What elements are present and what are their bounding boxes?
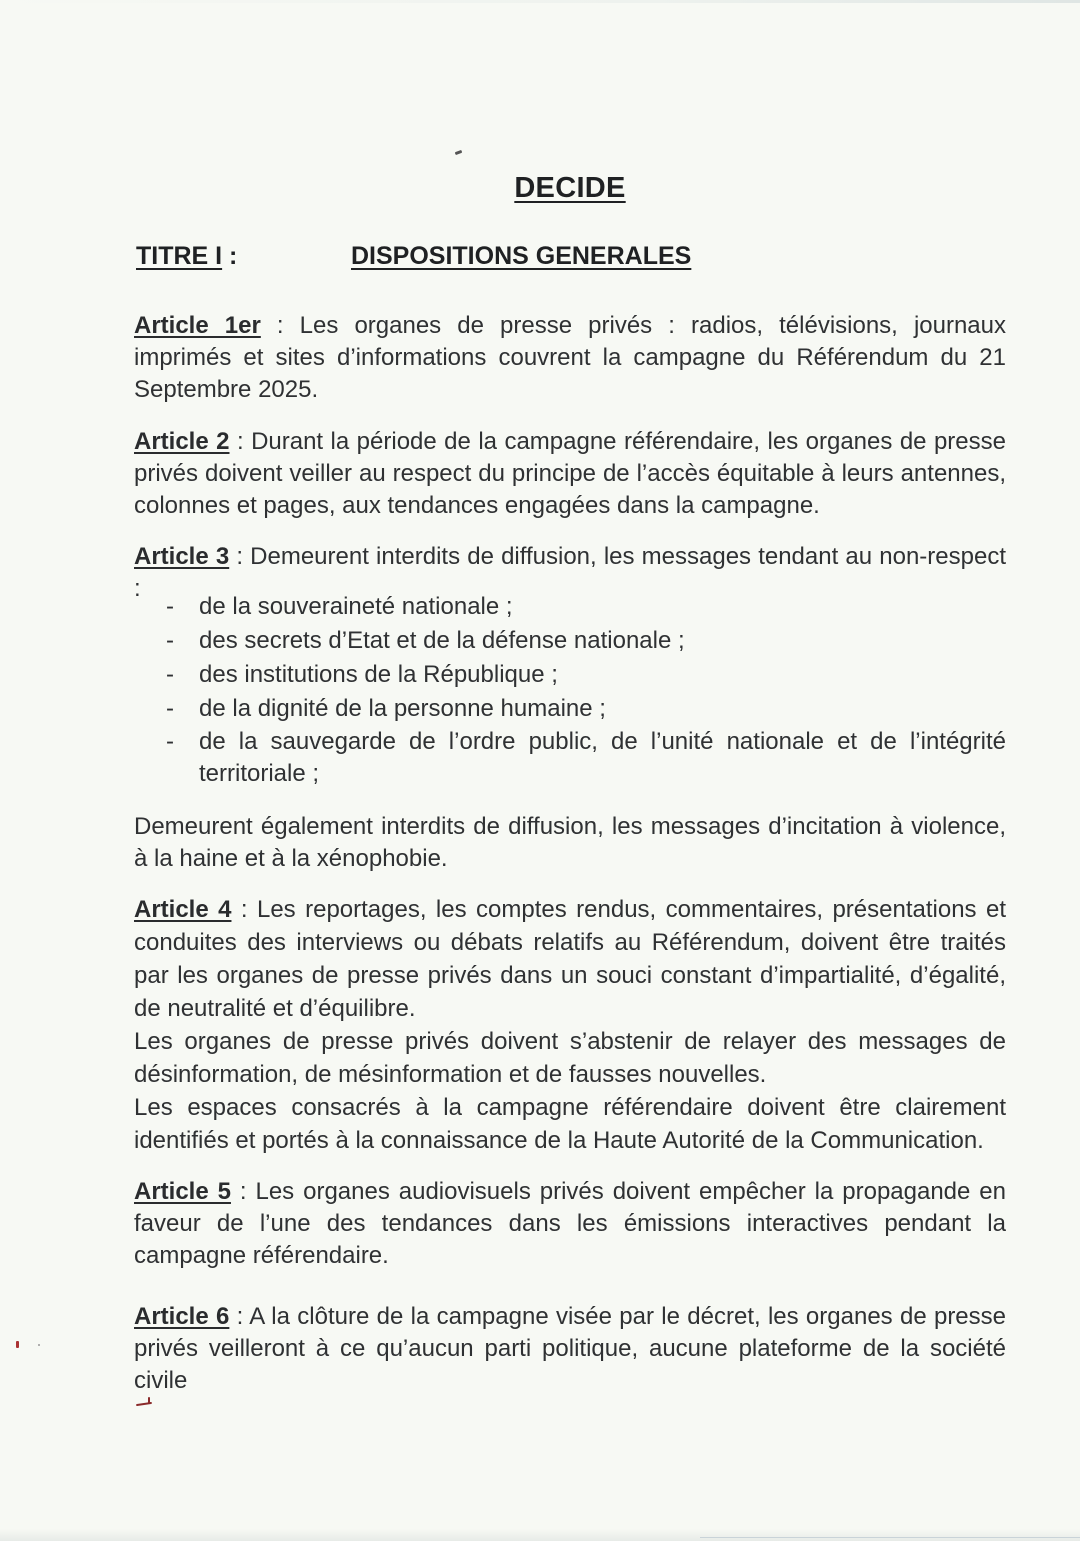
scan-speck	[16, 1341, 19, 1348]
article-3-list	[166, 590, 1006, 790]
scan-top-edge	[0, 0, 1080, 3]
decision-heading: DECIDE	[514, 172, 626, 204]
article-label: Article 2	[134, 428, 230, 455]
scan-speck	[38, 1344, 40, 1346]
article-label: Article 6	[134, 1303, 230, 1330]
article-4-paragraph-3: Les espaces consacrés à la campagne référendaire doivent être clairement identifiés et portés à la connaissance de la Haute Autorité de la Communication.	[134, 1094, 1006, 1154]
list-item: - des institutions de la République ;	[166, 661, 558, 688]
article-label: Article 5	[134, 1178, 231, 1205]
list-item: - de la dignité de la personne humaine ;	[166, 695, 606, 722]
article-text: : A la clôture de la campagne visée par le décret, les organes de presse privés veilleront à ce qu’aucun parti politique, aucune plateforme de la société civile	[134, 1303, 1007, 1394]
scan-speck	[148, 1397, 150, 1404]
scan-speck	[455, 150, 463, 155]
article-1	[134, 310, 1006, 406]
article-text: : Les reportages, les comptes rendus, commentaires, présentations et conduites des interviews ou débats relatifs au Référendum, doivent être traités par les organes de presse privés dans un souci constant d’impartialité, d’égalité, de neutralité et d’équilibre.	[134, 896, 1006, 1022]
article-label: Article 3	[134, 543, 230, 570]
scan-bottom-line	[700, 1537, 1080, 1538]
title-heading-row	[136, 242, 1006, 276]
title-name: DISPOSITIONS GENERALES	[351, 242, 692, 270]
article-2	[134, 426, 1006, 522]
scan-bottom-edge	[0, 1529, 1080, 1541]
article-text: : Les organes de presse privés : radios, télévisions, journaux imprimés et sites d’informations couvrent la campagne du Référendum du 21 Septembre 2025.	[134, 312, 1007, 403]
article-text: : Les organes audiovisuels privés doivent empêcher la propagande en faveur de l’une des tendances dans les émissions interactives pendant la campagne référendaire.	[134, 1178, 1006, 1269]
article-label: Article 4	[134, 896, 232, 923]
list-item: - de la souveraineté nationale ;	[166, 593, 513, 620]
list-item: - de la sauvegarde de l’ordre public, de l’unité nationale et de l’intégrité territoriale ;	[166, 728, 1006, 787]
title-number: TITRE I :	[136, 242, 238, 270]
article-text: : Durant la période de la campagne référendaire, les organes de presse privés doivent veiller au respect du principe de l’accès équitable à leurs antennes, colonnes et pages, aux tendances engagées dans la campagne.	[134, 428, 1006, 519]
article-5	[134, 1176, 1006, 1272]
article-label: Article 1er	[134, 312, 261, 339]
article-text: : Demeurent interdits de diffusion, les messages tendant au non-respect :	[134, 543, 1007, 602]
article-6	[134, 1301, 1006, 1397]
article-4	[134, 893, 1006, 1157]
article-3-after: Demeurent également interdits de diffusion, les messages d’incitation à violence, à la haine et à la xénophobie.	[134, 813, 1006, 872]
article-4-paragraph-2: Les organes de presse privés doivent s’abstenir de relayer des messages de désinformation, de mésinformation et de fausses nouvelles.	[134, 1028, 1006, 1088]
list-item: - des secrets d’Etat et de la défense nationale ;	[166, 627, 685, 654]
